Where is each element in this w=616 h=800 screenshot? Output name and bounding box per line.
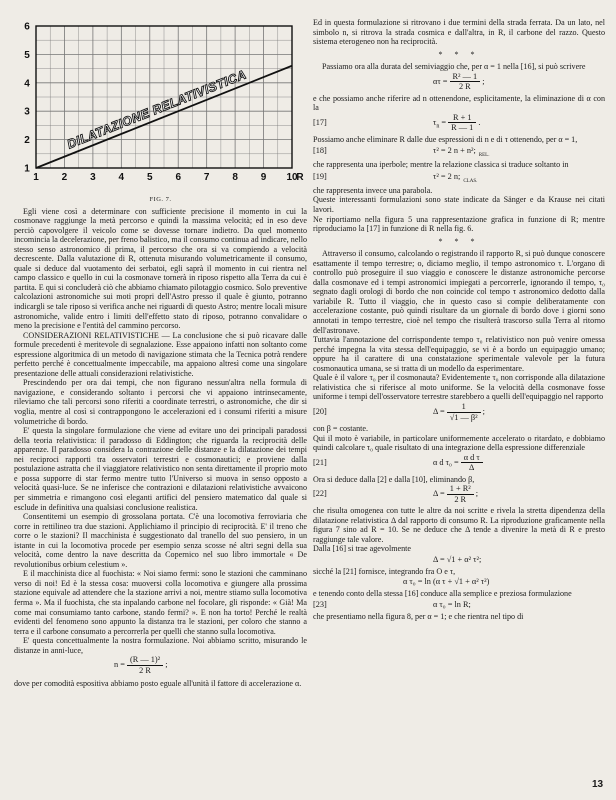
eq-lhs: τ xyxy=(433,117,437,127)
equation-integral xyxy=(313,576,605,589)
paragraph: Consentitemi un esempio di grossolana portata. C'è una locomotiva ferroviaria che corre in rettilineo tra due stazioni. Applichiamo il principio di reciprocità. E' il treno che corre o le stazioni? Il macchinista è suggestionato dal tranello del suo pensiero, in un istante in cui la locomotiva procede per esempio senza scosse né altri segni della sua velocità, come dentro la nave descritta da Copernico nel suo libro immortale « De revolutionibus orbium celestium ». xyxy=(14,512,307,569)
eq-den: √1 — β² xyxy=(449,412,478,422)
eq-tail: . xyxy=(478,117,481,127)
eq-number: [23] xyxy=(313,599,327,609)
y-tick-label: 1 xyxy=(24,163,30,175)
equation-18 xyxy=(313,144,605,160)
left-column xyxy=(14,18,307,689)
paragraph: Tuttavia l'annotazione del corrispondente tempo τ₀ relativistico non può venire omessa perché impegna la vita stessa dell'equipaggio, se vi è a bordo un equipaggio umano; oppure ha il carattere di una constatazione sperimentale valevole per la futura cosmonautica umana, se si tratta di un modello da esperimentare. xyxy=(313,335,605,373)
eq-lhs: Δ = xyxy=(433,406,445,416)
eq-number: [21] xyxy=(313,457,327,467)
x-tick-label: 10 xyxy=(286,172,298,183)
equation-semiviaggio xyxy=(313,72,605,94)
paragraph: Ne riportiamo nella figura 5 una rappresentazione grafica in funzione di R; mentre riproduciamo la [17] in funzione di R nella fig. 6. xyxy=(313,214,605,234)
x-tick-label: 4 xyxy=(118,172,125,183)
equation-23 xyxy=(313,599,605,612)
y-tick-label: 3 xyxy=(24,106,30,118)
x-tick-label: 7 xyxy=(203,172,210,183)
equation-17: [17] $\tau_n$ = $\frac{R + 1}{R — 1}$ . xyxy=(313,112,481,133)
paragraph: Prescindendo per ora dai tempi, che non figurano nessun'altra nella formula di navigazione, e considerando soltanto i percorsi che vi appaiono intrinsecamente, rileviamo che tali percorsi sono riferiti a coordinate terrestri, o astronomiche, che dir si voglia, mentre al così si contrappongono le accelerazioni ed i consumi riferiti a misure volumetriche di bordo. xyxy=(14,378,307,426)
eq-number: [22] xyxy=(313,489,327,499)
y-tick-label: 2 xyxy=(24,135,30,147)
eq-lhs: n = xyxy=(114,660,125,670)
paragraph: E il macchinista dice al fuochista: « Noi siamo fermi: sono le stazioni che camminano verso di noi! Ed è la stessa cosa: muoversi colla locomotiva e giungere alla prossima stazione equivale ad attendere che la stazione arrivi a noi, mentre stiamo sulla locomotiva ferma ». Ma il fuochista, che sta inpalando carbone nel focolare, gli risponde: « Già! Ma come mai consumiamo tanto carbone, stando fermi? ». E non ha torto! Perché le realtà evidenti del fenomeno sono appunto la distanza tra le stazioni, per coloro che stanno a terra e il carbone consumato a percorrerla per quelli che stanno sulla locomotiva. xyxy=(14,569,307,636)
eq-den: 2 R xyxy=(458,82,471,92)
eq-den: 2 R xyxy=(454,494,467,504)
eq-lhs: Δ = xyxy=(433,489,445,499)
equation-n xyxy=(14,655,307,679)
eq-sub: CLAS. xyxy=(463,178,478,184)
paragraph: Quale è il valore τ₀ per il cosmonauta? Evidentemente τ₀ non corrisponde alla dilatazione relativistica che si riferisce al moto uniforme. Se la velocità della cosmonave fosse uniforme i tempi dell'osservatore terrestre starebbero a quelli dell'equipaggio nel rapporto xyxy=(313,373,605,402)
equation-delta xyxy=(313,554,605,567)
eq-num: α d τ xyxy=(461,453,483,464)
paragraph: CONSIDERAZIONI RELATIVISTICHE — La conclusione che si può ricavare dalle formule precedenti è meritevole di segnalazione. Esse appaiono infatti non soltanto come espressione algoritmica di un metodo di navigazione stimata che la Tecnica potrà rendere perfetto perché è concettualmente impeccabile, ma appaiono altresì come una singolare presentazione delle attuali considerazioni relativistiche. xyxy=(14,330,307,378)
eq-num: 1 + R² xyxy=(447,484,474,495)
eq-lhs: α τ₀ = ln R; xyxy=(433,599,471,609)
eq-tail: ; xyxy=(482,406,485,416)
eq-number: [17] xyxy=(313,117,327,127)
paragraph: Attraverso il consumo, calcolando o registrando il rapporto R, si può dunque conoscere esattamente il tempo terrestre; o, diciamo meglio, il tempo astronomico τ. L'organo di controllo può proseguire il suo viaggio e conoscere le distanze astronomiche percorse dalla cosmonave ed i tempi astronomici impiegati a percorrerle, ignorando il tempo, τ₀ segnato dagli orologi di bordo che non coincide col tempo τ astronomico dedotto dalla variabile R. Tutto il viaggio, che in questo caso si compie deliberatamente con accelerazione costante, può quindi risultare da un giornale di bordo dove i giorni sono annotati in tempo terrestre, cioè nel tempo che risulterà trascorso sulla Terra al ritorno dell'astronave. xyxy=(313,249,605,335)
eq-num: 1 xyxy=(447,402,481,413)
x-tick-label: 1 xyxy=(33,172,39,183)
equation-19 xyxy=(313,170,605,186)
paragraph: Passiamo ora alla durata del semiviaggio che, per α = 1 nella [16], si può scrivere xyxy=(322,62,586,72)
paragraph: Ed in questa formulazione si ritrovano i due termini della strada ferrata. Da un lato, nel simbolo n, si ritrova la strada cosmica e dall'altra, in R, il carbone del razzo. Questo sistema eterogeneo non ha reciprocità. xyxy=(313,18,605,47)
eq-num: (R — 1)² xyxy=(127,655,163,666)
eq-num: R + 1 xyxy=(448,113,476,124)
figure-7-chart xyxy=(14,18,307,194)
y-tick-label: 5 xyxy=(24,49,30,61)
paragraph: sicché la [21] fornisce, integrando fra O e τ, xyxy=(313,566,456,576)
paragraph: Qui il moto è variabile, in particolare uniformemente accelerato o ritardato, e dobbiamo quindi calcolare τ₀ quale risultato di una integrazione della espressione differenziale xyxy=(313,433,605,453)
eq-number: [18] xyxy=(313,146,327,156)
chart-svg xyxy=(14,18,307,194)
x-tick-label: 6 xyxy=(175,172,182,183)
x-axis-label: R xyxy=(296,172,304,183)
eq-den: Δ xyxy=(469,463,475,473)
eq-den: 2 R xyxy=(139,665,151,675)
equation-20 xyxy=(313,402,605,424)
eq-lhs: α d τ₀ = xyxy=(433,457,459,467)
x-tick-label: 9 xyxy=(260,172,267,183)
section-separator: * * * xyxy=(438,236,480,246)
paragraph: che rappresenta invece una parabola. xyxy=(313,185,433,195)
eq-lhs: α τ₀ = ln (α τ + √1 + α² τ²) xyxy=(403,577,490,587)
y-tick-label: 4 xyxy=(24,78,30,90)
equation-21 xyxy=(313,453,605,475)
paragraph: E' questa concettualmente la nostra formulazione. Noi abbiamo scritto, misurando le distanze in anni-luce, xyxy=(14,636,307,655)
paragraph: che risulta omogenea con tutte le altre da noi scritte e rivela la stretta dipendenza della dilatazione relativistica Δ dal rapporto di consumo R. La riproduzione graficamente nella figura 7 sino ad R = 10. Se ne deduce che Δ tende a divenire la metà di R e presto raggiunge tale valore. xyxy=(313,506,605,544)
paragraph: E' questa la singolare formulazione che viene ad evitare uno dei principali paradossi della teoria relativistica: il paradosso di Eddington; che riguarda la reciprocità delle apparenze. Il paradosso considera la contrazione delle distanze e la dilatazione dei tempi nei reciproci rapporti tra osservatori terrestri e cosmonautici; e proviene dalla postulazione astratta che il viaggiatore relativistico non senta direttamente il proprio moto e possa supporre di star fermo mentre tutto l'Universo si muova in senso opposto a velocità quasi-luce. Se ne inferisce che contrazioni e dilatazioni relativistiche avvaicono per simmetria e rimangono così eleganti artifici del pensiero matematico dal quale si esclude in definitiva una qualsiasi conclusione realistica. xyxy=(14,426,307,512)
eq-lhs: Δ = √1 + α² τ²; xyxy=(433,554,482,564)
paragraph: Ora si deduce dalla [2] e dalla [10], eliminando β, xyxy=(313,474,475,484)
eq-number: [19] xyxy=(313,171,327,181)
x-tick-label: 3 xyxy=(90,172,96,183)
figure-caption: FIG. 7. xyxy=(149,196,172,203)
eq-tail: ; xyxy=(475,489,479,499)
x-tick-label: 2 xyxy=(61,172,68,183)
eq-sub: REL. xyxy=(478,153,490,159)
eq-sub: n xyxy=(436,123,440,130)
eq-num: R² — 1 xyxy=(450,72,481,83)
equation-22 xyxy=(313,484,605,506)
paragraph: che presentiamo nella figura 8, per α = 1; e che rientra nel tipo di xyxy=(313,611,524,621)
eq-lhs: ατ = xyxy=(433,76,448,86)
page-number: 13 xyxy=(592,779,604,790)
paragraph: che rappresenta una iperbole; mentre la relazione classica si traduce soltanto in xyxy=(313,160,569,170)
paragraph: Possiamo anche eliminare R dalle due espressioni di n e di τ ottenendo, per α = 1, xyxy=(313,134,578,144)
eq-tail: ; xyxy=(165,660,168,670)
eq-lhs: τ² = 2 n; xyxy=(433,171,461,181)
paragraph: dove per comodità espositiva abbiamo posto eguale all'unità il fattore di accelerazione α. xyxy=(14,679,302,689)
y-tick-label: 6 xyxy=(24,21,30,33)
curve-label: DILATAZIONE RELATIVISTICA xyxy=(65,67,249,152)
eq-tail: ; xyxy=(482,76,485,86)
paragraph: Egli viene così a determinare con sufficiente precisione il momento in cui la cosmonave raggiunge la metà percorso e quindi la massima velocità; ed in eso deve perciò capovolgere il veicolo come se dovesse tornare indietro. Da quel momento incomincia la decelerazione, per freno balistico, ma il consumo continua ad indicare, nello stesso senso astronomico di prima, il percorso che ora si va compiendo a velocità decrescente. Dalla valutazione di R, ottenuta misurando volumetricamente il consumo, quale si deduce dal vuotamento dei serbatoi, egli saprà il momento in cui rientra nel campo classico e quello in cui la cosmonave tornerà in riposo rispetto alla Terra da cui è partita. E qui si concluderà ciò che abbiamo chiamato pilotaggio cosmico. Solo preventive calcolazioni astronomiche sui moti propri dell'Astro presso il quale è giunto, potranno indicargli se tale riposo si verifica anche nei riguardi di questo Astro; mentre locali misure astronomiche, valide entro i limiti dell'effetto stato di riposo, potranno convalidare o meno la precisione e l'entità del cammino percorso. xyxy=(14,206,307,331)
paragraph: e che possiamo anche riferire ad n ottenendone, esplicitamente, la eliminazione di α con la xyxy=(313,93,605,113)
right-column xyxy=(313,18,605,622)
eq-number: [20] xyxy=(313,406,327,416)
eq-lhs: τ² = 2 n + n²; xyxy=(433,146,476,156)
paragraph: con β = costante. xyxy=(313,423,368,433)
x-tick-label: 5 xyxy=(146,172,153,183)
x-tick-label: 8 xyxy=(232,172,238,183)
eq-den: R — 1 xyxy=(451,123,474,133)
section-separator: * * * xyxy=(438,49,480,59)
paragraph: e tenendo conto della stessa [16] conduce alla semplice e preziosa formulazione xyxy=(313,589,572,599)
paragraph: Dalla [16] si trae agevolmente xyxy=(313,544,411,554)
paragraph: Queste interessanti formulazioni sono state indicate da Sänger e da Krause nei citati lavori. xyxy=(313,195,605,215)
